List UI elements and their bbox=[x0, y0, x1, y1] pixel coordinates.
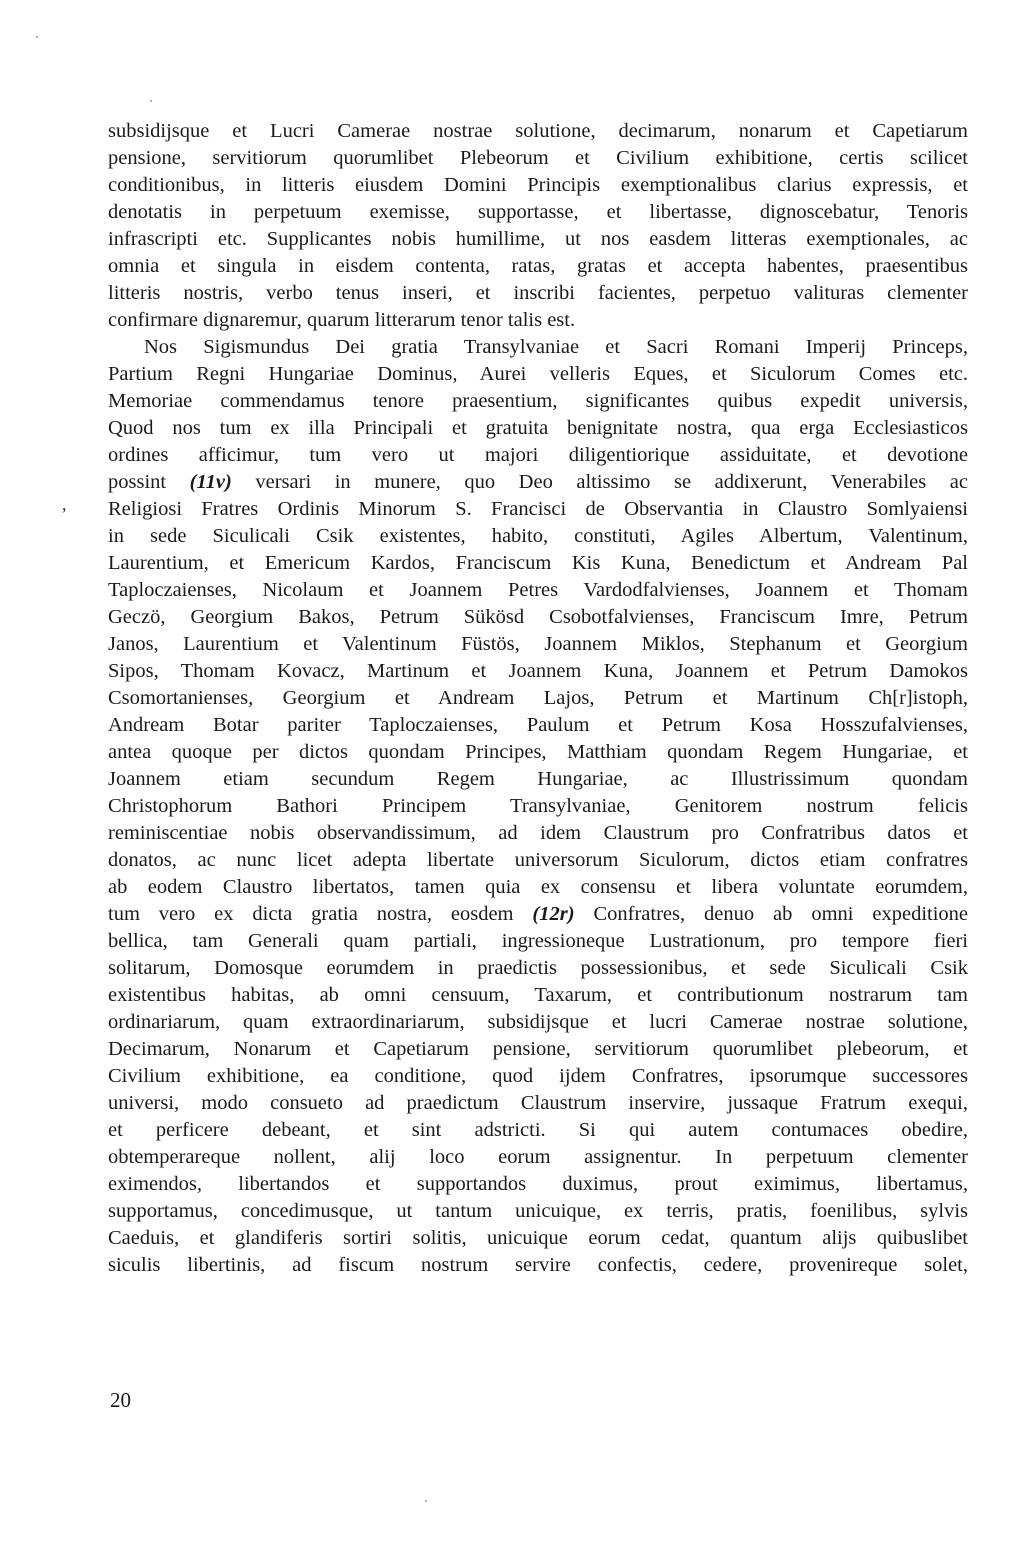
line-text: possint bbox=[108, 471, 190, 493]
text-line: confirmare dignaremur, quarum litterarum tenor talis est. bbox=[108, 309, 576, 331]
text-line: donatos, ac nunc licet adepta libertate universorum Siculorum, dictos etiam confratres bbox=[108, 849, 968, 871]
body-text bbox=[108, 118, 968, 1279]
text-line: infrascripti etc. Supplicantes nobis humillime, ut nos easdem litteras exemptionales, ac bbox=[108, 228, 968, 250]
text-line: Laurentium, et Emericum Kardos, Franciscum Kis Kuna, Benedictum et Andream Pal bbox=[108, 552, 968, 574]
text-line: Memoriae commendamus tenore praesentium, significantes quibus expedit universis, bbox=[108, 390, 968, 412]
text-line: solitarum, Domosque eorumdem in praedictis possessionibus, et sede Siculicali Csik bbox=[108, 957, 968, 979]
text-line: Janos, Laurentium et Valentinum Füstös, Joannem Miklos, Stephanum et Georgium bbox=[108, 633, 968, 655]
text-line: Civilium exhibitione, ea conditione, quod ijdem Confratres, ipsorumque successores bbox=[108, 1065, 968, 1087]
text-line: subsidijsque et Lucri Camerae nostrae solutione, decimarum, nonarum et Capetiarum bbox=[108, 120, 968, 142]
text-line-folio-12r bbox=[108, 901, 968, 928]
text-line: omnia et singula in eisdem contenta, ratas, gratas et accepta habentes, praesentibus bbox=[108, 255, 968, 277]
margin-tick-mark: , bbox=[62, 494, 67, 514]
text-line: bellica, tam Generali quam partiali, ingressioneque Lustrationum, pro tempore fieri bbox=[108, 930, 968, 952]
text-line: ordinariarum, quam extraordinariarum, subsidijsque et lucri Camerae nostrae solutione, bbox=[108, 1011, 968, 1033]
text-line: Religiosi Fratres Ordinis Minorum S. Francisci de Observantia in Claustro Somlyaiensi bbox=[108, 498, 968, 520]
text-line: Sipos, Thomam Kovacz, Martinum et Joannem Kuna, Joannem et Petrum Damokos bbox=[108, 660, 968, 682]
text-line: ab eodem Claustro libertatos, tamen quia ex consensu et libera voluntate eorumdem, bbox=[108, 876, 968, 898]
text-line: et perficere debeant, et sint adstricti. Si qui autem contumaces obedire, bbox=[108, 1119, 968, 1141]
text-line: Caeduis, et glandiferis sortiri solitis, unicuique eorum cedat, quantum alijs quibuslibet bbox=[108, 1227, 968, 1249]
text-line: in sede Siculicali Csik existentes, habito, constituti, Agiles Albertum, Valentinum, bbox=[108, 525, 968, 547]
text-line-folio-11v bbox=[108, 469, 968, 496]
text-line: reminiscentiae nobis observandissimum, ad idem Claustrum pro Confratribus datos et bbox=[108, 822, 968, 844]
paragraph-1 bbox=[108, 118, 968, 334]
text-line: pensione, servitiorum quorumlibet Plebeorum et Civilium exhibitione, certis scilicet bbox=[108, 147, 968, 169]
scan-speck bbox=[36, 36, 38, 38]
text-line: ordines afficimur, tum vero ut majori diligentiorique assiduitate, et devotione bbox=[108, 444, 968, 466]
text-line: litteris nostris, verbo tenus inseri, et inscribi facientes, perpetuo valituras clementer bbox=[108, 282, 968, 304]
text-line: universi, modo consueto ad praedictum Claustrum inservire, jussaque Fratrum exequi, bbox=[108, 1092, 968, 1114]
text-line: Csomortanienses, Georgium et Andream Lajos, Petrum et Martinum Ch[r]istoph, bbox=[108, 687, 968, 709]
text-line: siculis libertinis, ad fiscum nostrum servire confectis, cedere, provenireque solet, bbox=[108, 1254, 968, 1276]
text-line: antea quoque per dictos quondam Principes, Matthiam quondam Regem Hungariae, et bbox=[108, 741, 968, 763]
folio-marker: (12r) bbox=[532, 903, 575, 925]
text-line: Nos Sigismundus Dei gratia Transylvaniae et Sacri Romani Imperij Princeps, bbox=[144, 336, 968, 358]
text-line: Christophorum Bathori Principem Transylvaniae, Genitorem nostrum felicis bbox=[108, 795, 968, 817]
folio-marker: (11v) bbox=[189, 471, 232, 493]
paragraph-2 bbox=[108, 334, 968, 1279]
text-line: Geczö, Georgium Bakos, Petrum Sükösd Csobotfalvienses, Franciscum Imre, Petrum bbox=[108, 606, 968, 628]
scan-speck bbox=[150, 100, 152, 102]
text-line: Taploczaienses, Nicolaum et Joannem Petres Vardodfalvienses, Joannem et Thomam bbox=[108, 579, 968, 601]
text-line: denotatis in perpetuum exemisse, supportasse, et libertasse, dignoscebatur, Tenoris bbox=[108, 201, 968, 223]
text-line: existentibus habitas, ab omni censuum, Taxarum, et contributionum nostrarum tam bbox=[108, 984, 968, 1006]
line-text: tum vero ex dicta gratia nostra, eosdem bbox=[108, 903, 533, 925]
text-line: Joannem etiam secundum Regem Hungariae, ac Illustrissimum quondam bbox=[108, 768, 968, 790]
line-text: versari in munere, quo Deo altissimo se addixerunt, Venerabiles ac bbox=[231, 471, 968, 493]
text-line: supportamus, concedimusque, ut tantum unicuique, ex terris, pratis, foenilibus, sylvis bbox=[108, 1200, 968, 1222]
text-line: Quod nos tum ex illa Principali et gratuita benignitate nostra, qua erga Ecclesiasticos bbox=[108, 417, 968, 439]
text-line: Andream Botar pariter Taploczaienses, Paulum et Petrum Kosa Hosszufalvienses, bbox=[108, 714, 968, 736]
text-line: Decimarum, Nonarum et Capetiarum pensione, servitiorum quorumlibet plebeorum, et bbox=[108, 1038, 968, 1060]
text-line: Partium Regni Hungariae Dominus, Aurei velleris Eques, et Siculorum Comes etc. bbox=[108, 363, 968, 385]
text-line: obtemperareque nollent, alij loco eorum assignentur. In perpetuum clementer bbox=[108, 1146, 968, 1168]
line-text: Confratres, denuo ab omni expeditione bbox=[574, 903, 968, 925]
text-line: conditionibus, in litteris eiusdem Domini Principis exemptionalibus clarius expressis, et bbox=[108, 174, 968, 196]
scan-speck bbox=[425, 1500, 427, 1502]
page-number: 20 bbox=[110, 1388, 131, 1412]
text-line: eximendos, libertandos et supportandos duximus, prout eximimus, libertamus, bbox=[108, 1173, 968, 1195]
